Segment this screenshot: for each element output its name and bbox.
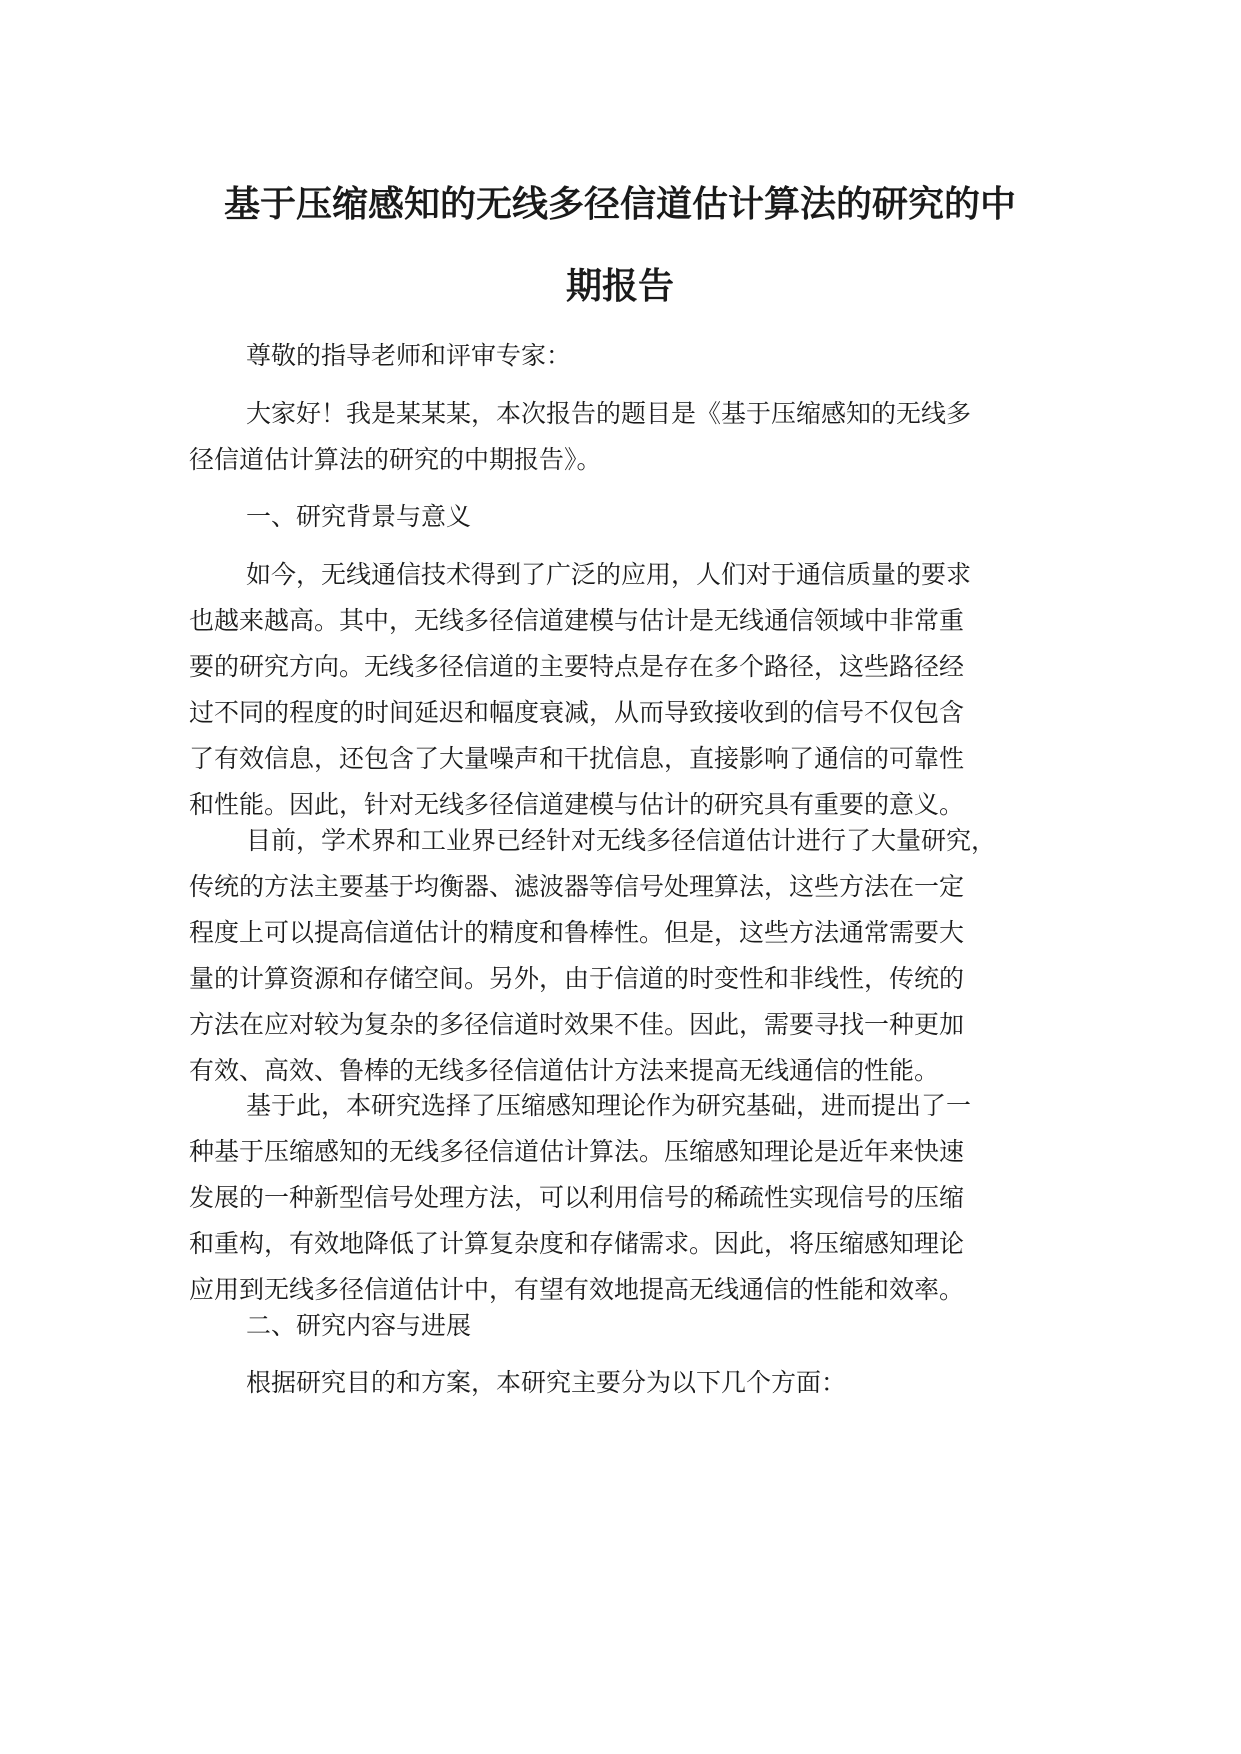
paragraph-line: 也越来越高。其中，无线多径信道建模与估计是无线通信领域中非常重 — [189, 606, 965, 635]
paragraph-background — [189, 552, 1039, 828]
paragraph-line: 传统的方法主要基于均衡器、滤波器等信号处理算法，这些方法在一定 — [189, 872, 965, 901]
paragraph-line: 径信道估计算法的研究的中期报告》。 — [189, 445, 602, 474]
paragraph-compressed-sensing — [189, 1083, 1039, 1313]
paragraph-line: 种基于压缩感知的无线多径信道估计算法。压缩感知理论是近年来快速 — [189, 1137, 965, 1166]
paragraph-line: 过不同的程度的时间延迟和幅度衰减，从而导致接收到的信号不仅包含 — [189, 698, 965, 727]
paragraph-line: 要的研究方向。无线多径信道的主要特点是存在多个路径，这些路径经 — [189, 652, 965, 681]
paragraph-line: 程度上可以提高信道估计的精度和鲁棒性。但是，这些方法通常需要大 — [189, 918, 965, 947]
paragraph-line: 如今，无线通信技术得到了广泛的应用，人们对于通信质量的要求 — [246, 560, 972, 589]
paragraph-line: 应用到无线多径信道估计中，有望有效地提高无线通信的性能和效率。 — [189, 1275, 965, 1304]
section-heading-2: 二、研究内容与进展 — [246, 1311, 472, 1340]
paragraph-line: 目前，学术界和工业界已经针对无线多径信道估计进行了大量研究， — [246, 826, 997, 855]
paragraph-line: 和重构，有效地降低了计算复杂度和存储需求。因此，将压缩感知理论 — [189, 1229, 965, 1258]
paragraph-line: 基于此，本研究选择了压缩感知理论作为研究基础，进而提出了一 — [246, 1091, 972, 1120]
paragraph-line: 大家好！我是某某某，本次报告的题目是《基于压缩感知的无线多 — [246, 399, 972, 428]
paragraph-line: 了有效信息，还包含了大量噪声和干扰信息，直接影响了通信的可靠性 — [189, 744, 965, 773]
paragraph-line: 和性能。因此，针对无线多径信道建模与估计的研究具有重要的意义。 — [189, 790, 965, 819]
paragraph-research-aspects: 根据研究目的和方案，本研究主要分为以下几个方面： — [246, 1368, 847, 1397]
paragraph-line: 方法在应对较为复杂的多径信道时效果不佳。因此，需要寻找一种更加 — [189, 1010, 965, 1039]
paragraph-current-methods — [189, 818, 1039, 1094]
paragraph-line: 量的计算资源和存储空间。另外，由于信道的时变性和非线性，传统的 — [189, 964, 965, 993]
salutation: 尊敬的指导老师和评审专家： — [246, 341, 572, 370]
paragraph-line: 发展的一种新型信号处理方法，可以利用信号的稀疏性实现信号的压缩 — [189, 1183, 965, 1212]
paragraph-line: 有效、高效、鲁棒的无线多径信道估计方法来提高无线通信的性能。 — [189, 1056, 940, 1085]
document-title-line-2: 期报告 — [565, 266, 674, 307]
intro-paragraph — [189, 391, 1039, 483]
section-heading-1: 一、研究背景与意义 — [246, 502, 472, 531]
document-title-line-1: 基于压缩感知的无线多径信道估计算法的研究的中 — [223, 184, 1016, 225]
